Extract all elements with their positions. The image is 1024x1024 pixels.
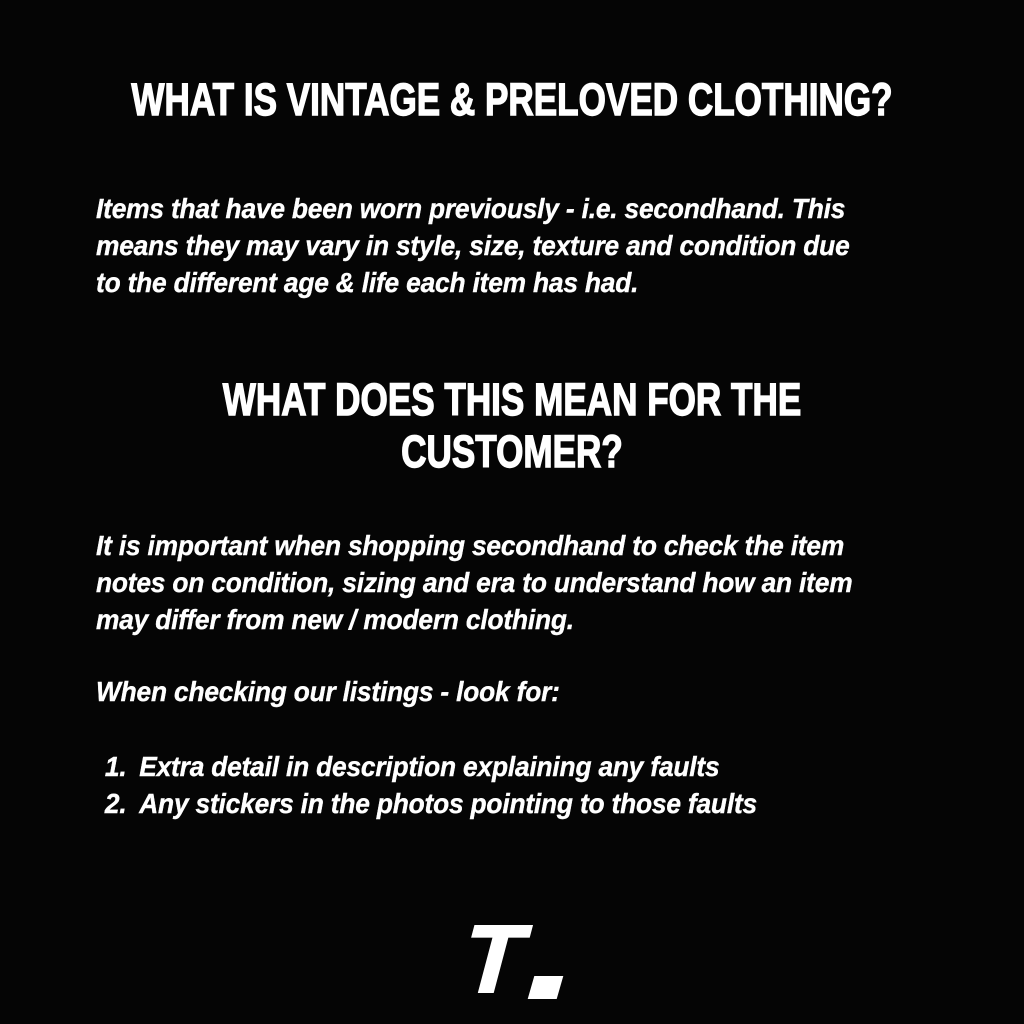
paragraph-line: to the different age & life each item has had. (96, 267, 639, 298)
checklist-item: 2. Any stickers in the photos pointing to those faults (134, 785, 757, 822)
checklist (96, 748, 757, 822)
checklist-item: 1. Extra detail in description explaining any faults (134, 748, 757, 785)
customer-info-paragraph (96, 527, 852, 638)
main-heading: WHAT IS VINTAGE & PRELOVED CLOTHING? (131, 74, 893, 125)
logo-dot-icon (528, 976, 564, 999)
sub-heading-line: CUSTOMER? (401, 426, 623, 477)
definition-paragraph (96, 190, 850, 301)
paragraph-line: may differ from new / modern clothing. (96, 604, 574, 635)
sub-heading-line: WHAT DOES THIS MEAN FOR THE (222, 374, 802, 425)
checklist-intro: When checking our listings - look for: (96, 676, 560, 707)
logo-letter: T (459, 906, 527, 1013)
paragraph-line: It is important when shopping secondhand to check the item (96, 530, 845, 561)
sub-heading (113, 374, 912, 478)
paragraph-line: notes on condition, sizing and era to understand how an item (96, 567, 853, 598)
paragraph-line: Items that have been worn previously - i.e. secondhand. This (96, 193, 846, 224)
paragraph-line: means they may vary in style, size, texture and condition due (96, 230, 850, 261)
brand-logo (0, 906, 1024, 1013)
